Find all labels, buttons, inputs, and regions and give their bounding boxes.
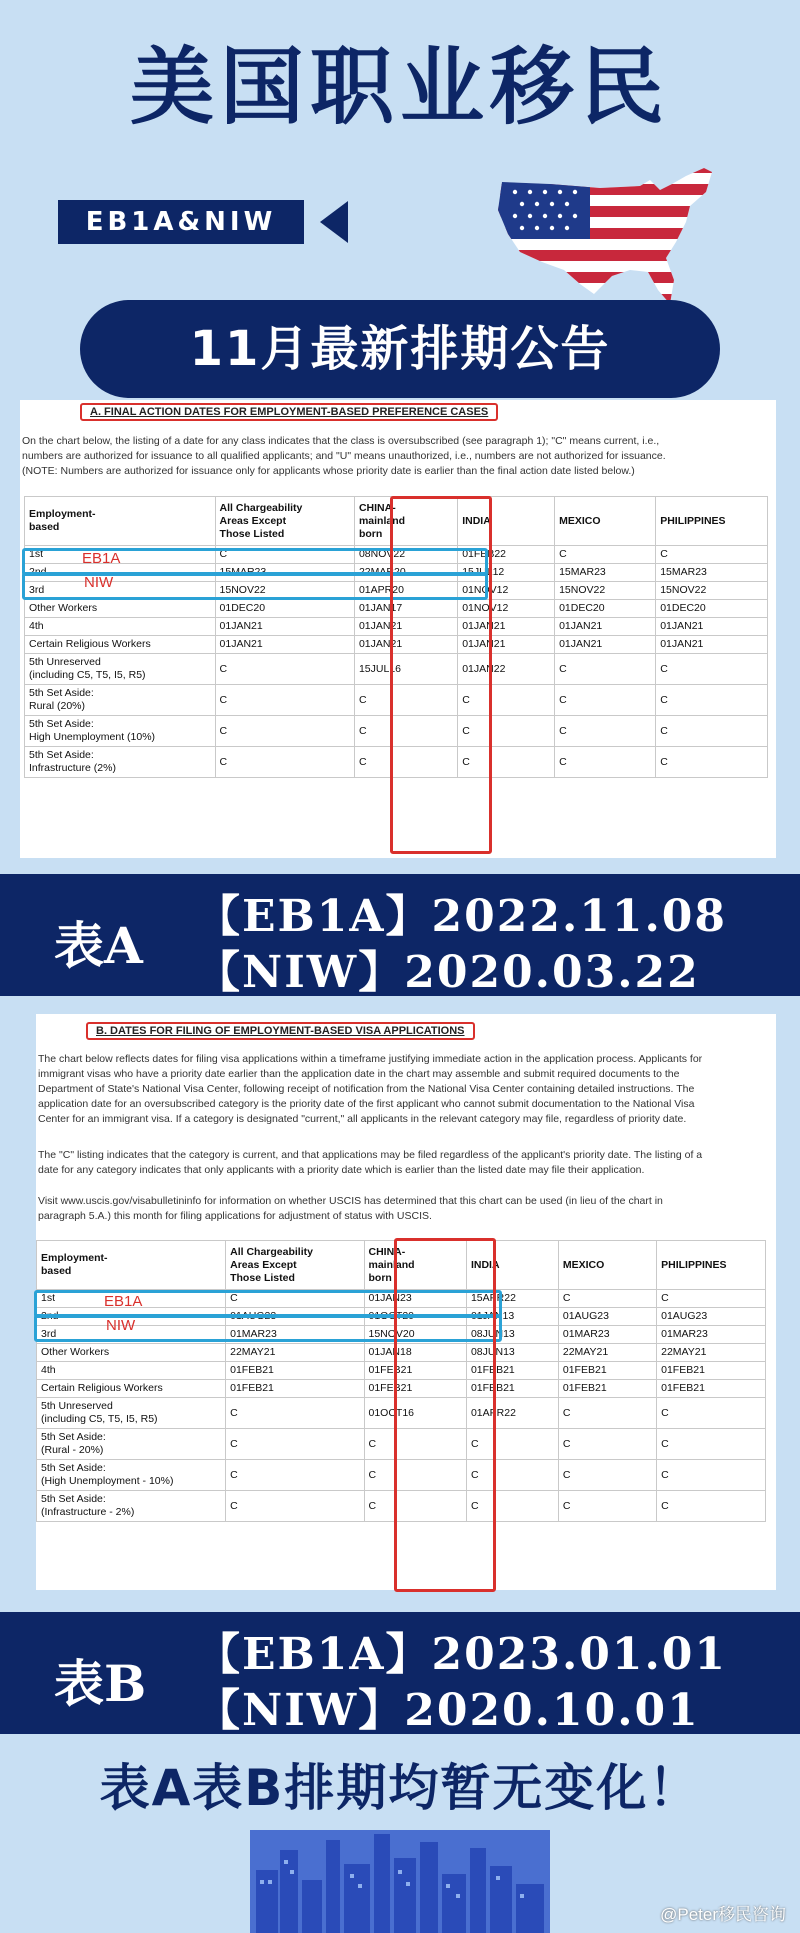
table-cell: C: [555, 654, 656, 685]
table-cell: 22MAR20: [354, 564, 457, 582]
para-line: application date for an oversubscribed category is the priority date of the first applicant who cannot submit documentation to the National Visa: [38, 1098, 695, 1110]
table-cell: 01APR20: [354, 582, 457, 600]
section-a-paragraph: [22, 434, 772, 479]
table-cell: 01FEB21: [657, 1362, 766, 1380]
table-cell: 01AUG23: [558, 1308, 656, 1326]
table-cell: 15NOV22: [215, 582, 354, 600]
table-cell: 01JAN22: [458, 654, 555, 685]
table-cell: 5th Set Aside: Infrastructure (2%): [25, 747, 216, 778]
table-cell: C: [656, 546, 768, 564]
table-row: [37, 1290, 766, 1308]
section-b-paragraph-3: [38, 1194, 774, 1224]
table-cell: 5th Set Aside: High Unemployment (10%): [25, 716, 216, 747]
table-cell: C: [555, 546, 656, 564]
table-cell: 01MAR23: [657, 1326, 766, 1344]
table-cell: Other Workers: [37, 1344, 226, 1362]
para-line: (NOTE: Numbers are authorized for issuance only for applicants whose priority date is earlier than the final action date listed below.): [22, 465, 635, 477]
niw-annotation: NIW: [106, 1317, 136, 1334]
us-flag-map-icon: [490, 162, 720, 312]
table-cell: C: [354, 747, 457, 778]
table-a-summary-band: [0, 874, 800, 996]
table-cell: C: [226, 1429, 364, 1460]
para-line: Center for an immigrant visa. If a category is designated "current," all applicants in the relevant category may file, regardless of priority date.: [38, 1113, 687, 1125]
table-cell: 01FEB21: [226, 1362, 364, 1380]
table-cell: 01FEB21: [364, 1380, 466, 1398]
table-cell: C: [466, 1491, 558, 1522]
table-cell: 01FEB21: [657, 1380, 766, 1398]
table-header-row: [37, 1241, 766, 1290]
table-cell: C: [466, 1460, 558, 1491]
eb1a-annotation: EB1A: [82, 550, 121, 567]
table-cell: Certain Religious Workers: [25, 636, 216, 654]
table-cell: 01JAN21: [354, 618, 457, 636]
table-cell: 22MAY21: [657, 1344, 766, 1362]
table-cell: C: [657, 1398, 766, 1429]
table-row: [25, 546, 768, 564]
table-cell: 01JAN21: [656, 636, 768, 654]
table-cell: 15MAR23: [215, 564, 354, 582]
table-cell: C: [215, 654, 354, 685]
column-header: All Chargeability Areas Except Those Listed: [226, 1241, 364, 1290]
table-cell: 01AUG23: [226, 1308, 364, 1326]
table-cell: 5th Unreserved (including C5, T5, I5, R5): [25, 654, 216, 685]
table-cell: 5th Set Aside: (High Unemployment - 10%): [37, 1460, 226, 1491]
table-cell: 08NOV22: [354, 546, 457, 564]
para-line: Visit www.uscis.gov/visabulletininfo for information on whether USCIS has determined that this chart can be used (in lieu of the chart in: [38, 1195, 663, 1207]
table-cell: C: [555, 747, 656, 778]
table-row: [37, 1429, 766, 1460]
column-header: MEXICO: [558, 1241, 656, 1290]
table-cell: 01AUG23: [657, 1308, 766, 1326]
table-row: [37, 1326, 766, 1344]
table-cell: C: [215, 716, 354, 747]
para-line: Department of State's National Visa Center, following receipt of notification from the National Visa Center containing detailed instructions. The: [38, 1083, 695, 1095]
announcement-banner: 11月最新排期公告: [80, 300, 720, 398]
table-cell: C: [466, 1429, 558, 1460]
table-cell: C: [657, 1429, 766, 1460]
table-cell: 01FEB21: [364, 1362, 466, 1380]
para-line: date for any category indicates that only applicants with a priority date which is earlier than the listed date may file their application.: [38, 1164, 645, 1176]
table-cell: C: [657, 1491, 766, 1522]
table-cell: 4th: [37, 1362, 226, 1380]
table-cell: C: [458, 747, 555, 778]
column-header: PHILIPPINES: [657, 1241, 766, 1290]
table-cell: C: [215, 747, 354, 778]
table-cell: 15MAR23: [656, 564, 768, 582]
table-cell: 01JAN21: [555, 618, 656, 636]
summary-statement: 表A表B排期均暂无变化！: [99, 1759, 701, 1817]
table-cell: 3rd: [25, 582, 216, 600]
table-row: [37, 1491, 766, 1522]
table-cell: C: [458, 716, 555, 747]
table-cell: 01JAN13: [466, 1308, 558, 1326]
table-row: [37, 1460, 766, 1491]
table-cell: 15APR22: [466, 1290, 558, 1308]
final-action-table: [24, 496, 768, 778]
table-row: [25, 747, 768, 778]
column-header: CHINA- mainland born: [354, 497, 457, 546]
table-cell: 01DEC20: [555, 600, 656, 618]
city-skyline-icon: [250, 1830, 550, 1933]
table-cell: 1st: [37, 1290, 226, 1308]
table-row: [25, 600, 768, 618]
table-row: [25, 685, 768, 716]
table-row: [25, 636, 768, 654]
table-cell: C: [558, 1398, 656, 1429]
table-cell: 01JAN21: [656, 618, 768, 636]
table-cell: C: [657, 1290, 766, 1308]
table-a-label: 表A: [54, 916, 143, 975]
table-cell: 5th Set Aside: Rural (20%): [25, 685, 216, 716]
table-cell: C: [555, 716, 656, 747]
column-header: All Chargeability Areas Except Those Listed: [215, 497, 354, 546]
table-cell: C: [656, 685, 768, 716]
table-cell: 01JAN21: [215, 618, 354, 636]
table-cell: 08JUN13: [466, 1344, 558, 1362]
table-cell: 2nd: [25, 564, 216, 582]
table-cell: 01JAN23: [364, 1290, 466, 1308]
table-cell: 2nd: [37, 1308, 226, 1326]
table-b-eb1a-date: 【EB1A】2023.01.01: [196, 1629, 728, 1680]
table-cell: 01JAN21: [458, 618, 555, 636]
table-row: [37, 1308, 766, 1326]
table-cell: C: [558, 1491, 656, 1522]
column-header: INDIA: [458, 497, 555, 546]
table-cell: 22MAY21: [558, 1344, 656, 1362]
table-cell: 01FEB21: [558, 1362, 656, 1380]
table-row: [25, 654, 768, 685]
eb1a-annotation: EB1A: [104, 1293, 143, 1310]
watermark: @Peter移民咨询: [660, 1905, 786, 1924]
table-row: [37, 1398, 766, 1429]
table-cell: 15NOV22: [555, 582, 656, 600]
column-header: Employment- based: [37, 1241, 226, 1290]
table-cell: C: [364, 1460, 466, 1491]
table-cell: 01NOV12: [458, 582, 555, 600]
para-line: numbers are authorized for issuance to all qualified applicants; and "U" means unauthorized, i.e., numbers are not authorized for issuance.: [22, 450, 666, 462]
table-row: [37, 1380, 766, 1398]
table-cell: C: [656, 716, 768, 747]
table-cell: 22MAY21: [226, 1344, 364, 1362]
column-header: PHILIPPINES: [656, 497, 768, 546]
table-cell: 01JAN21: [215, 636, 354, 654]
table-header-row: [25, 497, 768, 546]
table-cell: 01OCT16: [364, 1398, 466, 1429]
table-cell: 1st: [25, 546, 216, 564]
table-cell: 01FEB21: [558, 1380, 656, 1398]
table-cell: 15NOV20: [364, 1326, 466, 1344]
table-cell: 01OCT20: [364, 1308, 466, 1326]
column-header: MEXICO: [555, 497, 656, 546]
table-cell: C: [558, 1460, 656, 1491]
table-cell: 01JAN21: [458, 636, 555, 654]
para-line: paragraph 5.A.) this month for filing applications for adjustment of status with USCIS.: [38, 1210, 432, 1222]
table-cell: C: [558, 1290, 656, 1308]
table-cell: C: [354, 685, 457, 716]
table-a-eb1a-date: 【EB1A】2022.11.08: [196, 891, 728, 942]
table-cell: 01JAN21: [555, 636, 656, 654]
table-cell: C: [555, 685, 656, 716]
table-cell: C: [354, 716, 457, 747]
table-cell: 01DEC20: [215, 600, 354, 618]
table-cell: C: [657, 1460, 766, 1491]
table-cell: C: [226, 1460, 364, 1491]
table-cell: C: [458, 685, 555, 716]
table-cell: 01FEB22: [458, 546, 555, 564]
table-cell: C: [364, 1491, 466, 1522]
table-cell: C: [226, 1491, 364, 1522]
section-b-paragraph-2: [38, 1148, 774, 1178]
table-cell: 3rd: [37, 1326, 226, 1344]
table-cell: C: [215, 546, 354, 564]
column-header: INDIA: [466, 1241, 558, 1290]
para-line: immigrant visas who have a priority date earlier than the application date in the chart may assemble and submit required documents to the: [38, 1068, 680, 1080]
niw-annotation: NIW: [84, 574, 114, 591]
table-cell: C: [364, 1429, 466, 1460]
section-b-paragraph-1: [38, 1052, 774, 1127]
para-line: On the chart below, the listing of a date for any class indicates that the class is oversubscribed (see paragraph 1); "C" means current, i.e.,: [22, 435, 660, 447]
table-cell: 01MAR23: [558, 1326, 656, 1344]
arrow-left-icon: [320, 201, 348, 243]
table-b-label: 表B: [54, 1654, 147, 1713]
section-b-title: B. DATES FOR FILING OF EMPLOYMENT-BASED VISA APPLICATIONS: [86, 1022, 475, 1040]
table-a-niw-date: 【NIW】2020.03.22: [196, 947, 700, 998]
table-cell: 15JUL12: [458, 564, 555, 582]
column-header: CHINA- mainland born: [364, 1241, 466, 1290]
table-cell: C: [656, 747, 768, 778]
table-cell: 5th Set Aside: (Infrastructure - 2%): [37, 1491, 226, 1522]
table-cell: 15NOV22: [656, 582, 768, 600]
table-cell: 01APR22: [466, 1398, 558, 1429]
column-header: Employment- based: [25, 497, 216, 546]
table-cell: 15MAR23: [555, 564, 656, 582]
section-a-title: A. FINAL ACTION DATES FOR EMPLOYMENT-BASED PREFERENCE CASES: [80, 403, 498, 421]
table-b-niw-date: 【NIW】2020.10.01: [196, 1685, 700, 1736]
final-action-dates-panel: [20, 400, 776, 858]
table-cell: C: [226, 1398, 364, 1429]
table-cell: 01FEB21: [466, 1380, 558, 1398]
table-cell: 01JAN21: [354, 636, 457, 654]
table-cell: 5th Set Aside: (Rural - 20%): [37, 1429, 226, 1460]
table-cell: 01JAN18: [364, 1344, 466, 1362]
table-cell: C: [558, 1429, 656, 1460]
table-cell: C: [215, 685, 354, 716]
category-tag: EB1A&NIW: [58, 200, 304, 244]
table-cell: 01DEC20: [656, 600, 768, 618]
table-row: [25, 618, 768, 636]
table-row: [37, 1362, 766, 1380]
table-b-summary-band: [0, 1612, 800, 1734]
table-cell: 01MAR23: [226, 1326, 364, 1344]
table-cell: 4th: [25, 618, 216, 636]
table-cell: 15JUL16: [354, 654, 457, 685]
table-cell: 08JUN13: [466, 1326, 558, 1344]
table-cell: 5th Unreserved (including C5, T5, I5, R5): [37, 1398, 226, 1429]
page-title: 美国职业移民: [129, 38, 670, 136]
table-cell: 01JAN17: [354, 600, 457, 618]
para-line: The chart below reflects dates for filing visa applications within a timeframe justifying immediate action in the application process. Applicants for: [38, 1053, 703, 1065]
table-row: [25, 582, 768, 600]
table-row: [25, 564, 768, 582]
table-cell: C: [656, 654, 768, 685]
table-cell: Other Workers: [25, 600, 216, 618]
para-line: The "C" listing indicates that the category is current, and that applications may be filed regardless of the applicant's priority date. The listing of a: [38, 1149, 703, 1161]
table-cell: Certain Religious Workers: [37, 1380, 226, 1398]
table-cell: 01FEB21: [466, 1362, 558, 1380]
table-cell: 01NOV12: [458, 600, 555, 618]
table-cell: 01FEB21: [226, 1380, 364, 1398]
dates-for-filing-panel: [36, 1014, 776, 1590]
table-cell: C: [226, 1290, 364, 1308]
table-row: [25, 716, 768, 747]
table-row: [37, 1344, 766, 1362]
dates-for-filing-table: [36, 1240, 766, 1522]
